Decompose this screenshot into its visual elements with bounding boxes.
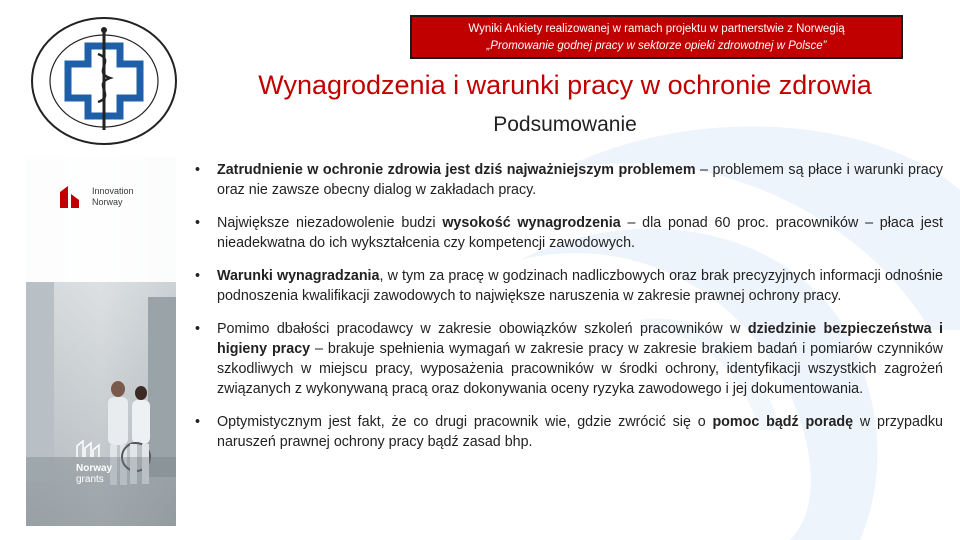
innovation-label: Innovation xyxy=(92,186,134,196)
page-subtitle: Podsumowanie xyxy=(493,113,637,136)
bullet-bold-text: pomoc bądź poradę xyxy=(712,414,854,430)
project-header-box xyxy=(410,15,903,59)
bullet-text: – dla ponad 60 proc. pracowników – płaca jest nieadekwatna do ich wykształcenia czy kompetencji zawodowych. xyxy=(217,215,943,251)
organization-seal-logo xyxy=(28,14,180,148)
grants-norway-label: Norway xyxy=(76,463,113,474)
bullet-item xyxy=(193,213,943,253)
bullet-dot-icon: • xyxy=(195,162,201,178)
bullet-pre-text: Pomimo dbałości pracodawcy w zakresie obowiązków szkoleń pracowników w xyxy=(217,321,748,337)
bullet-bold-text: Warunki wynagradzania xyxy=(217,268,380,284)
bullet-dot-icon: • xyxy=(195,321,201,337)
summary-bullet-list xyxy=(193,160,943,452)
norway-grants-mark-icon xyxy=(76,440,102,458)
bullet-item xyxy=(193,160,943,200)
bullet-bold-text: Zatrudnienie w ochronie zdrowia jest dziś najważniejszym problemem xyxy=(217,162,696,178)
bullet-item xyxy=(193,412,943,452)
bullet-text: – problemem są płace i warunki pracy oraz nie zawsze obecny dialog w zakładach pracy. xyxy=(217,162,943,198)
bullet-text: , w tym za pracę w godzinach nadliczbowych oraz brak precyzyjnych informacji odnośnie podnoszenia kwalifikacji zawodowych to największe naruszenia w zakresie prawnej ochrony pracy. xyxy=(217,268,943,304)
hospital-corridor-photo xyxy=(26,157,176,526)
page-title: Wynagrodzenia i warunki pracy w ochronie zdrowia xyxy=(258,70,872,100)
bullet-dot-icon: • xyxy=(195,268,201,284)
bullet-dot-icon: • xyxy=(195,414,201,430)
norway-grants-logo xyxy=(76,440,176,485)
bullet-pre-text: Optymistycznym jest fakt, że co drugi pracownik wie, gdzie zwrócić się o xyxy=(217,414,713,430)
summary-content xyxy=(193,160,943,465)
bullet-text: – brakuje spełnienia wymagań w zakresie pracy w zakresie brakiem badań i pomiarów czynników szkodliwych w miejscu pracy, wyposażenia pracowników w środki ochrony, identyfikacji wszystkich zagrożeń związanych z wykonywaną pracą oraz dokonywania oceny ryzyka zawodowego i jej dokumentowania. xyxy=(217,341,943,397)
bullet-item xyxy=(193,266,943,306)
bullet-text: w przypadku naruszeń prawnej ochrony pracy bądź zasad bhp. xyxy=(217,414,943,450)
bullet-pre-text: Największe niezadowolenie budzi xyxy=(217,215,443,231)
bullet-bold-text: wysokość wynagrodzenia xyxy=(442,215,621,231)
innovation-norway-label: Norway xyxy=(92,197,123,207)
header-line-1: Wyniki Ankiety realizowanej w ramach projektu w partnerstwie z Norwegią xyxy=(468,23,845,35)
header-line-2: „Promowanie godnej pracy w sektorze opieki zdrowotnej w Polsce” xyxy=(486,40,827,52)
bullet-item xyxy=(193,319,943,399)
bullet-dot-icon: • xyxy=(195,215,201,231)
bullet-bold-text: dziedzinie bezpieczeństwa i higieny pracy xyxy=(217,321,943,357)
innovation-norway-mark-icon xyxy=(58,186,84,208)
grants-label: grants xyxy=(76,474,104,485)
